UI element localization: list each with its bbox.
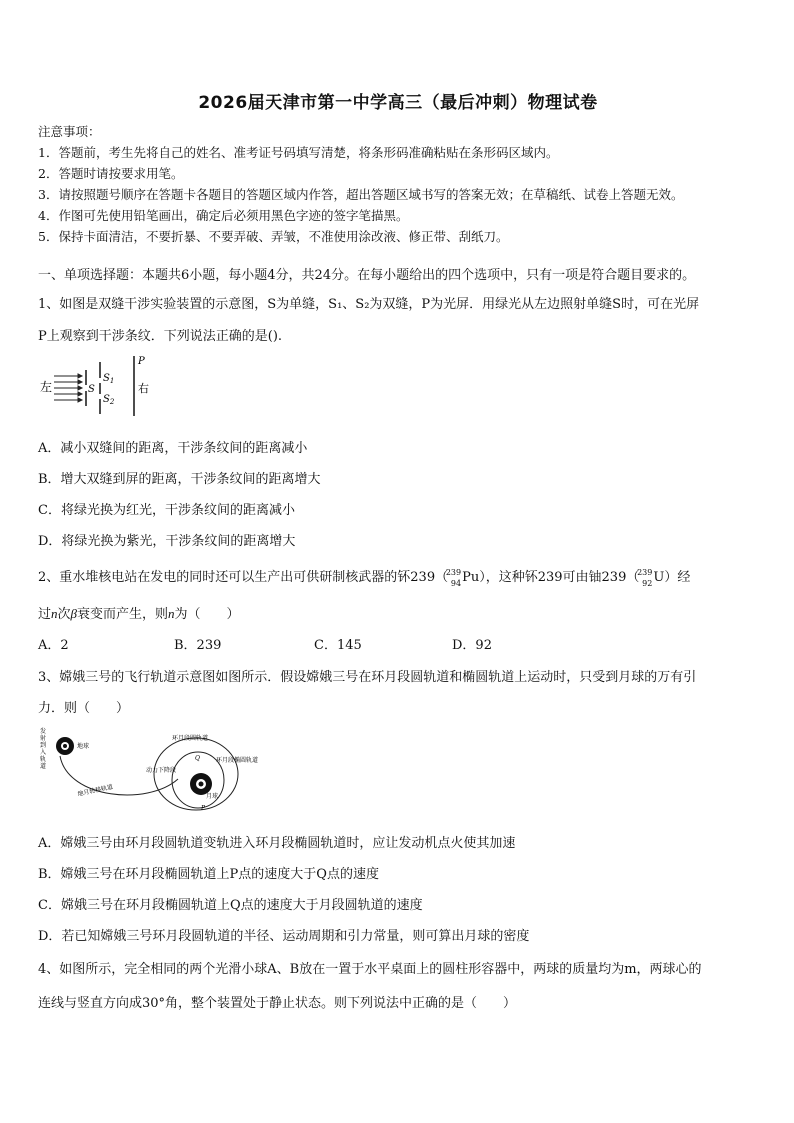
pu-isotope: 239 94 (445, 567, 462, 588)
notes-heading: 注意事项： (38, 124, 101, 139)
q2-stem-line2: 过n次β衰变而产生，则n为（ ） (38, 606, 240, 622)
page-title: 2026届天津市第一中学高三（最后冲刺）物理试卷 (198, 93, 598, 113)
descent-label: 动力下降段 (146, 767, 177, 774)
u-symbol: U (653, 570, 665, 585)
q1-option-a: A．减小双缝间的距离，干涉条纹间的距离减小 (38, 441, 308, 456)
q4-stem-line2: 连线与竖直方向成30°角，整个装置处于静止状态。则下列说法中正确的是（ ） (38, 996, 517, 1011)
svg-text:发: 发 (40, 728, 47, 735)
q3-option-d: D．若已知嫦娥三号环月段圆轨道的半径、运动周期和引力常量，则可算出月球的密度 (38, 929, 530, 944)
ellipse-orbit-label: 环月段椭圆轨道 (216, 757, 259, 764)
note-item: 1．答题前，考生先将自己的姓名、准考证号码填写清楚，将条形码准确粘贴在条形码区域内。 (38, 145, 559, 160)
note-item: 4．作图可先使用铅笔画出，确定后必须用黑色字迹的签字笔描黑。 (38, 208, 409, 223)
section-heading: 一、单项选择题：本题共6小题，每小题4分，共24分。在每小题给出的四个选项中，只有一项是符合题目要求的。 (38, 268, 696, 283)
q-point-label: Q (195, 755, 200, 762)
pu-symbol: Pu (462, 570, 480, 585)
note-item: 2．答题时请按要求用笔。 (38, 166, 184, 181)
q3-option-a: A．嫦娥三号由环月段圆轨道变轨进入环月段椭圆轨道时，应让发动机点火使其加速 (38, 836, 516, 851)
q2-option-d: D．92 (452, 638, 492, 653)
q3-option-c: C．嫦娥三号在环月段椭圆轨道上Q点的速度大于月段圆轨道的速度 (38, 898, 423, 913)
earth-label: 地球 (77, 743, 90, 750)
slit-s1-label: $S_1$ (103, 373, 115, 385)
q4-stem-line1: 4、如图所示，完全相同的两个光滑小球A、B放在一置于水平桌面上的圆柱形容器中，两球的质量均为m，两球心的 (38, 962, 702, 977)
launch-label (40, 727, 46, 770)
note-item: 5．保持卡面清洁，不要折暴、不要弄破、弄皱，不准使用涂改液、修正带、刮纸刀。 (38, 229, 509, 244)
q1-option-d: D．将绿光换为紫光，干涉条纹间的距离增大 (38, 534, 296, 549)
left-label: 左 (40, 380, 53, 394)
slit-s-label: S (88, 384, 95, 395)
slit-s2-label: $S_2$ (103, 394, 115, 406)
q3-stem-line2: 力．则（ ） (38, 701, 130, 716)
q1-stem-line1: 1、如图是双缝干涉实验装置的示意图，S为单缝，S₁、S₂为双缝，P为光屏．用绿光从左边照射单缝S时，可在光屏 (38, 297, 700, 312)
q2-option-b: B．239 (174, 638, 222, 653)
moon-label: 月球 (206, 793, 219, 800)
svg-text:到: 到 (40, 742, 47, 749)
svg-text:轨: 轨 (40, 756, 47, 763)
svg-text:道: 道 (40, 763, 47, 770)
q3-option-b: B．嫦娥三号在环月段椭圆轨道上P点的速度大于Q点的速度 (38, 867, 379, 882)
transfer-orbit (60, 756, 178, 795)
u-isotope: 239 92 (637, 567, 653, 588)
orbit-figure (38, 724, 278, 814)
q1-option-c: C．将绿光换为红光，干涉条纹间的距离减小 (38, 503, 295, 518)
q1-option-b: B．增大双缝到屏的距离，干涉条纹间的距离增大 (38, 472, 321, 487)
svg-text:射: 射 (40, 735, 47, 742)
svg-text:入: 入 (40, 749, 47, 756)
q2-option-a: A．2 (38, 638, 69, 653)
note-item: 3．请按照题号顺序在答题卡各题目的答题区域内作答，超出答题区域书写的答案无效；在草稿纸、试卷上答题无效。 (38, 187, 684, 202)
transfer-label: 地月转移轨道 (76, 783, 114, 798)
screen-p-label: P (138, 356, 145, 367)
double-slit-figure (38, 352, 168, 418)
circle-orbit-label: 环月段圆轨道 (172, 735, 209, 742)
q2-option-c: C．145 (314, 638, 362, 653)
q2-stem-line1: 2、重水堆核电站在发电的同时还可以生产出可供研制核武器的钚239（ 239 94 Pu），这种钚239可由铀239（ 239 92 U）经 (38, 567, 691, 588)
p-point-label: P (201, 805, 206, 812)
q3-stem-line1: 3、嫦娥三号的飞行轨道示意图如图所示．假设嫦娥三号在环月段圆轨道和椭圆轨道上运动时，只受到月球的万有引 (38, 670, 697, 685)
notes-block (38, 121, 683, 247)
right-label: 右 (138, 382, 149, 395)
circular-orbit (154, 738, 238, 810)
q1-stem-line2: P上观察到干涉条纹．下列说法正确的是(). (38, 329, 283, 344)
